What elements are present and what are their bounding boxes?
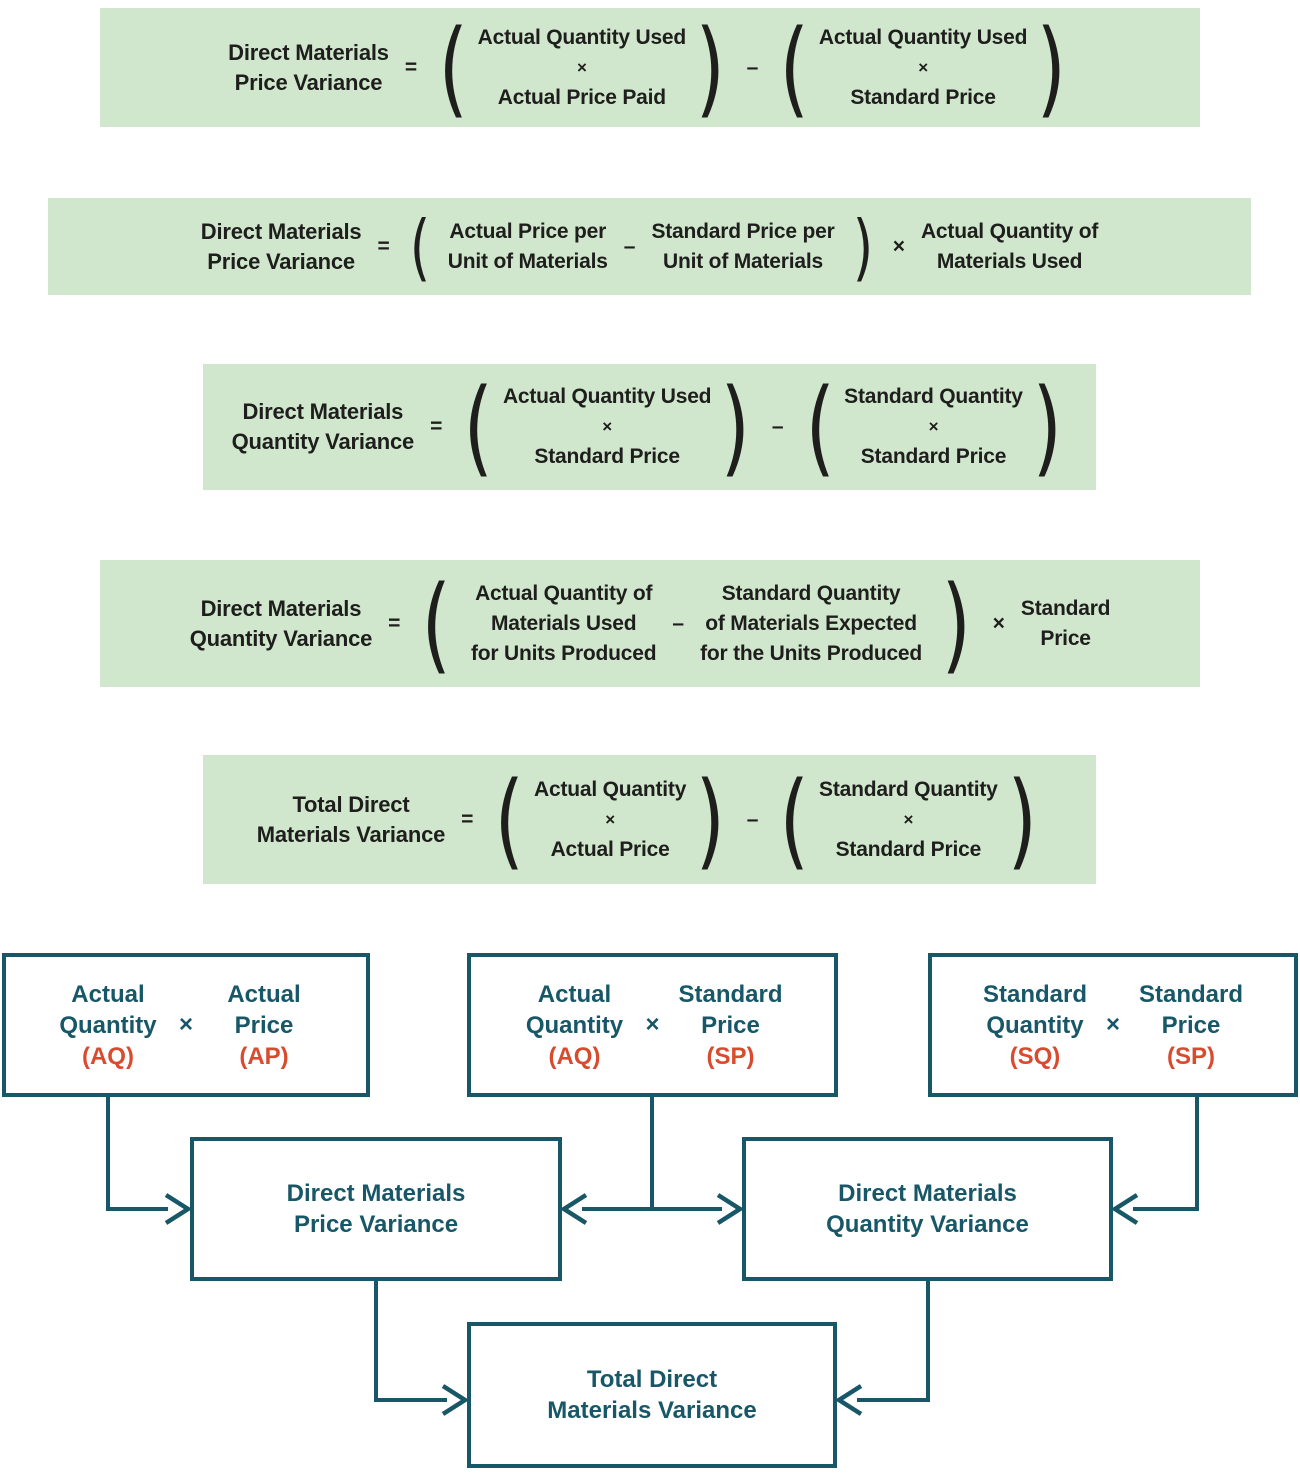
formula-row-quantity-variance-1 bbox=[203, 364, 1096, 490]
formula-term bbox=[844, 382, 1023, 472]
term-line: Actual Quantity Used bbox=[818, 25, 1028, 49]
term-line: Standard Price bbox=[850, 85, 996, 109]
box-aq-times-ap bbox=[2, 953, 370, 1097]
factor-line: Actual bbox=[227, 980, 301, 1008]
formula-row-quantity-variance-2 bbox=[100, 560, 1200, 687]
arrowhead-left-icon bbox=[839, 1386, 861, 1414]
equals-sign: = bbox=[461, 807, 474, 831]
arrowhead-right-icon bbox=[718, 1195, 740, 1223]
multiply-sign: × bbox=[602, 417, 612, 436]
formula-label bbox=[201, 217, 362, 277]
left-paren: ( bbox=[779, 6, 810, 129]
equals-sign: = bbox=[404, 55, 418, 79]
multiply-sign: × bbox=[605, 809, 615, 829]
factor-actual-price bbox=[199, 979, 329, 1072]
factor-line: Quantity bbox=[525, 1011, 624, 1039]
term-line: Actual Quantity of bbox=[475, 581, 653, 605]
factor-line: Quantity bbox=[986, 1011, 1084, 1039]
factor-line: Actual bbox=[71, 980, 145, 1008]
box-aq-times-sp bbox=[467, 953, 838, 1097]
formula-label-line: Direct Materials bbox=[228, 39, 389, 65]
formula-label-line: Total Direct bbox=[292, 791, 410, 817]
paren-group bbox=[800, 366, 1068, 488]
term-line: Actual Price bbox=[550, 837, 670, 861]
multiply-sign: × bbox=[645, 1011, 660, 1038]
formula-label-line: Direct Materials bbox=[200, 595, 362, 621]
factor-abbr: (SQ) bbox=[1009, 1042, 1061, 1070]
formula-term bbox=[651, 217, 834, 277]
right-paren: ) bbox=[1036, 6, 1067, 129]
arrowhead-right-icon bbox=[166, 1195, 188, 1223]
formula-term bbox=[503, 382, 711, 472]
formula-term bbox=[534, 775, 686, 865]
equals-sign: = bbox=[388, 611, 401, 635]
minus-sign: – bbox=[672, 611, 685, 635]
term-line: Standard Price bbox=[860, 445, 1007, 468]
paren-group bbox=[774, 6, 1072, 129]
formula-label-line: Quantity Variance bbox=[189, 625, 373, 651]
term-line: Standard bbox=[1020, 596, 1111, 620]
minus-sign: – bbox=[623, 234, 636, 258]
minus-sign: – bbox=[771, 415, 784, 438]
term-line: Unit of Materials bbox=[447, 249, 608, 273]
arrowhead-left-icon bbox=[564, 1195, 586, 1223]
factor-line: Standard bbox=[678, 980, 783, 1008]
formula-term bbox=[819, 23, 1027, 113]
equals-sign: = bbox=[377, 234, 390, 258]
term-line: Standard Price bbox=[835, 837, 982, 861]
right-paren: ) bbox=[695, 758, 726, 881]
box-sq-times-sp bbox=[928, 953, 1298, 1097]
term-line: of Materials Expected bbox=[705, 611, 917, 635]
factor-standard-quantity bbox=[970, 979, 1100, 1072]
formula-term bbox=[478, 23, 686, 113]
box-total-variance bbox=[467, 1322, 837, 1468]
multiply-sign: × bbox=[576, 57, 587, 77]
formula-label bbox=[232, 397, 414, 457]
right-paren: ) bbox=[1032, 366, 1062, 488]
left-paren: ( bbox=[780, 758, 810, 881]
paren-group bbox=[458, 366, 756, 488]
formula-row-total-variance bbox=[203, 755, 1096, 884]
term-line: Standard Quantity bbox=[819, 777, 998, 801]
paren-group bbox=[489, 758, 730, 881]
term-line: for the Units Produced bbox=[700, 641, 923, 665]
formula-term bbox=[471, 579, 656, 669]
term-line: Actual Quantity Used bbox=[502, 385, 712, 408]
right-paren: ) bbox=[941, 562, 971, 685]
factor-abbr: (AQ) bbox=[548, 1042, 601, 1070]
connector-sqsp-to-quantity bbox=[1133, 1095, 1197, 1209]
left-paren: ( bbox=[805, 366, 835, 488]
formula-label bbox=[190, 594, 372, 654]
formula-term bbox=[1021, 594, 1110, 654]
minus-sign: – bbox=[746, 55, 759, 79]
term-line: Materials Used bbox=[936, 249, 1083, 273]
box-label-line: Direct Materials bbox=[286, 1180, 466, 1207]
left-paren: ( bbox=[464, 366, 494, 488]
multiply-sign: × bbox=[903, 809, 914, 829]
formula-row-price-variance-2 bbox=[48, 198, 1251, 295]
term-line: Actual Price per bbox=[449, 219, 607, 243]
factor-actual-quantity bbox=[43, 979, 173, 1072]
factor-abbr: (SP) bbox=[1167, 1042, 1215, 1070]
term-line: Materials Used bbox=[490, 611, 637, 635]
right-paren: ) bbox=[695, 6, 725, 129]
left-paren: ( bbox=[438, 6, 468, 129]
factor-line: Price bbox=[1161, 1011, 1221, 1039]
box-label bbox=[826, 1178, 1029, 1240]
formula-label-line: Direct Materials bbox=[200, 218, 362, 244]
factor-standard-price bbox=[1126, 979, 1256, 1072]
formula-label-line: Direct Materials bbox=[242, 399, 404, 424]
formula-term bbox=[448, 217, 608, 277]
factor-actual-quantity bbox=[509, 979, 639, 1072]
formula-term bbox=[700, 579, 922, 669]
term-line: for Units Produced bbox=[470, 641, 657, 665]
multiply-sign: × bbox=[892, 234, 905, 258]
box-label bbox=[547, 1364, 756, 1426]
formula-term bbox=[921, 217, 1098, 277]
formula-label-line: Quantity Variance bbox=[231, 429, 415, 454]
formula-row-price-variance-1 bbox=[100, 8, 1200, 127]
formula-term bbox=[819, 775, 998, 865]
term-line: Actual Quantity of bbox=[920, 219, 1099, 243]
box-label-line: Direct Materials bbox=[838, 1180, 1017, 1207]
box-label-line: Quantity Variance bbox=[826, 1211, 1029, 1238]
factor-line: Quantity bbox=[59, 1011, 157, 1039]
multiply-sign: × bbox=[992, 611, 1005, 635]
formula-label bbox=[228, 38, 389, 98]
term-line: Standard Quantity bbox=[844, 385, 1023, 408]
formula-label-line: Price Variance bbox=[234, 69, 383, 95]
formula-label-line: Price Variance bbox=[207, 248, 355, 274]
left-paren: ( bbox=[409, 204, 430, 289]
box-price-variance bbox=[190, 1137, 562, 1281]
box-label-line: Price Variance bbox=[293, 1211, 459, 1238]
term-line: Price bbox=[1040, 626, 1091, 650]
box-label bbox=[287, 1178, 466, 1240]
left-paren: ( bbox=[495, 758, 525, 881]
arrowhead-right-icon bbox=[443, 1386, 465, 1414]
right-paren: ) bbox=[852, 204, 873, 289]
left-paren: ( bbox=[422, 562, 452, 685]
connector-aqap-to-price bbox=[108, 1095, 168, 1209]
term-line: Actual Quantity bbox=[534, 777, 687, 801]
equals-sign: = bbox=[430, 415, 443, 438]
factor-abbr: (AP) bbox=[239, 1042, 289, 1070]
multiply-sign: × bbox=[1105, 1011, 1120, 1038]
formula-label bbox=[257, 790, 445, 850]
multiply-sign: × bbox=[928, 417, 939, 436]
factor-abbr: (AQ) bbox=[81, 1042, 134, 1070]
connector-price-to-total bbox=[376, 1279, 447, 1400]
term-line: Actual Price Paid bbox=[497, 85, 666, 109]
box-quantity-variance bbox=[742, 1137, 1113, 1281]
connector-quantity-to-total bbox=[857, 1279, 928, 1400]
multiply-sign: × bbox=[918, 57, 928, 77]
term-line: Standard Price bbox=[534, 445, 680, 468]
term-line: Actual Quantity Used bbox=[477, 25, 687, 49]
factor-line: Standard bbox=[1138, 980, 1243, 1008]
term-line: Standard Quantity bbox=[721, 581, 901, 605]
formula-label-line: Materials Variance bbox=[256, 821, 446, 847]
term-line: Unit of Materials bbox=[663, 249, 823, 273]
multiply-sign: × bbox=[178, 1011, 193, 1038]
factor-abbr: (SP) bbox=[706, 1042, 755, 1070]
factor-line: Price bbox=[701, 1011, 760, 1039]
right-paren: ) bbox=[1007, 758, 1037, 881]
connector-aqsp-to-both bbox=[582, 1095, 722, 1209]
box-label-line: Total Direct bbox=[586, 1366, 718, 1393]
right-paren: ) bbox=[720, 366, 751, 488]
factor-standard-price bbox=[666, 979, 796, 1072]
term-line: Standard Price per bbox=[651, 219, 835, 243]
factor-line: Price bbox=[234, 1011, 294, 1039]
box-label-line: Materials Variance bbox=[547, 1397, 757, 1424]
factor-line: Actual bbox=[537, 980, 612, 1008]
paren-group bbox=[774, 758, 1042, 881]
paren-group bbox=[433, 6, 731, 129]
arrowhead-left-icon bbox=[1115, 1195, 1137, 1223]
minus-sign: – bbox=[746, 807, 759, 831]
factor-line: Standard bbox=[982, 980, 1087, 1008]
